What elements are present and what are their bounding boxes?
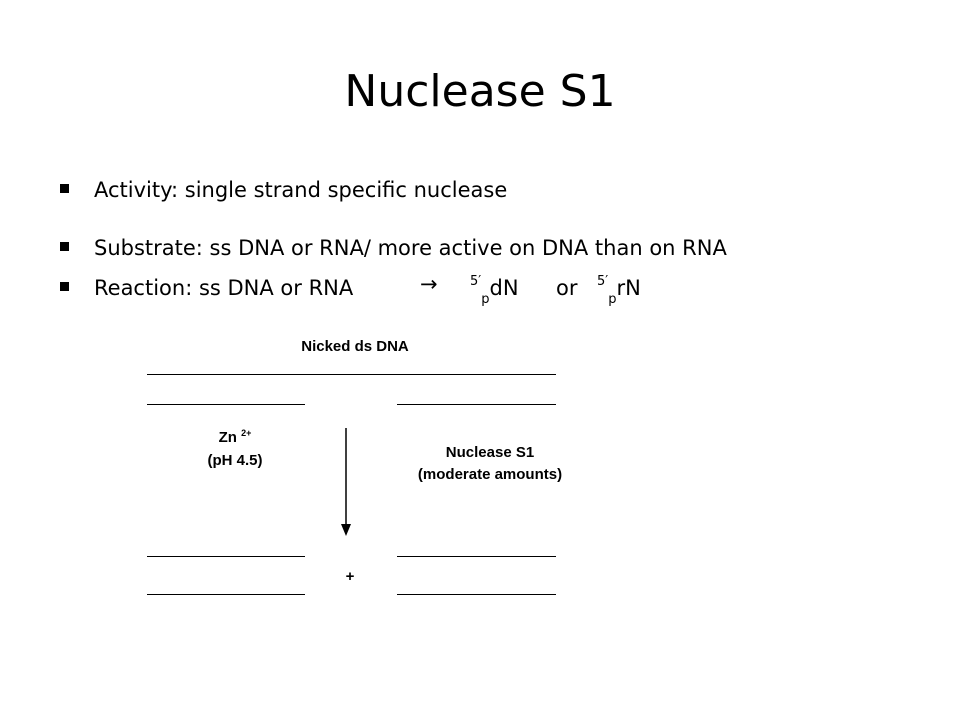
- product-phosphate: p: [481, 292, 490, 307]
- reaction-product-rn: [597, 274, 641, 307]
- reaction-or: or: [556, 276, 578, 300]
- plus-sign: +: [345, 568, 355, 585]
- dna-strand-bottom-right: [397, 404, 556, 405]
- bullet-text: Reaction: ss DNA or RNA: [94, 276, 354, 300]
- zinc-label: [180, 428, 290, 446]
- fragment-bottom-right: [397, 594, 556, 595]
- down-arrow-icon: [336, 426, 356, 538]
- reaction-arrow-icon: →: [420, 272, 438, 296]
- product-main: dN: [489, 276, 519, 300]
- nuclease-label: Nuclease S1: [445, 444, 535, 461]
- reaction-product-dn: [470, 274, 519, 307]
- product-prime: 5′: [597, 274, 609, 289]
- bullet-square-icon: [60, 184, 69, 193]
- dna-strand-top-full: [147, 374, 556, 375]
- product-prime: 5′: [470, 274, 482, 289]
- bullet-text: Activity: single strand specific nuclease: [94, 178, 508, 202]
- moderate-amounts-label: (moderate amounts): [417, 466, 563, 483]
- dna-strand-bottom-left: [147, 404, 305, 405]
- fragment-top-right: [397, 556, 556, 557]
- ph-label: (pH 4.5): [207, 452, 263, 469]
- zinc-text: Zn: [218, 429, 237, 446]
- product-main: rN: [616, 276, 641, 300]
- slide-title: Nuclease S1: [344, 66, 616, 117]
- product-phosphate: p: [608, 292, 617, 307]
- fragment-top-left: [147, 556, 305, 557]
- fragment-bottom-left: [147, 594, 305, 595]
- zinc-charge: 2+: [241, 428, 252, 438]
- nicked-dna-label: Nicked ds DNA: [301, 338, 409, 355]
- bullet-text: Substrate: ss DNA or RNA/ more active on DNA than on RNA: [94, 236, 727, 260]
- bullet-square-icon: [60, 242, 69, 251]
- bullet-square-icon: [60, 282, 69, 291]
